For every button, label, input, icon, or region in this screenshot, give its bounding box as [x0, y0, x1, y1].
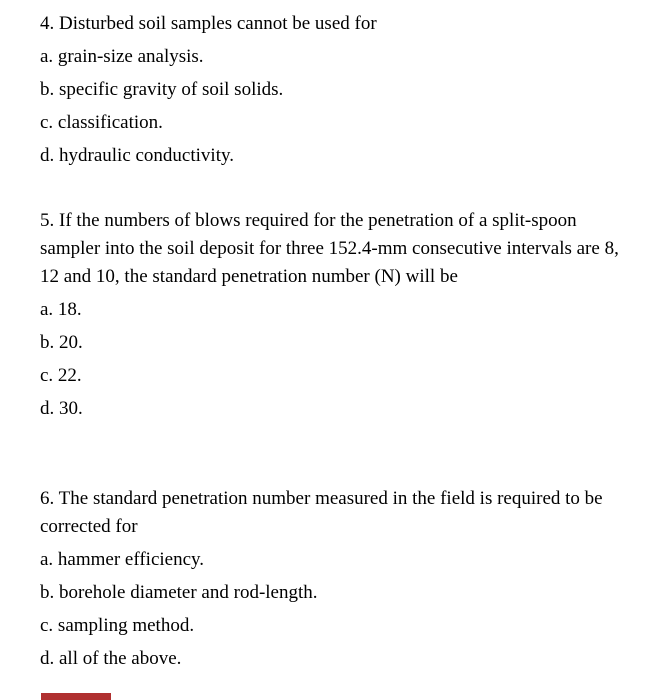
question-5 [40, 207, 639, 423]
question-option: b. borehole diameter and rod-length. [40, 582, 318, 603]
question-option: b. specific gravity of soil solids. [40, 79, 284, 100]
question-option: d. hydraulic conductivity. [40, 145, 234, 166]
question-stem: 6. The standard penetration number measured in the field is required to be corrected for [40, 488, 603, 537]
question-6 [40, 485, 639, 673]
partial-highlight-fragment [41, 693, 111, 700]
question-option: c. 22. [40, 365, 82, 386]
question-option: c. classification. [40, 112, 163, 133]
question-option: a. grain-size analysis. [40, 46, 204, 67]
question-option: b. 20. [40, 332, 83, 353]
question-option: d. 30. [40, 398, 83, 419]
question-option: c. sampling method. [40, 615, 195, 636]
question-option: a. hammer efficiency. [40, 549, 205, 570]
question-option: a. 18. [40, 299, 82, 320]
question-option: d. all of the above. [40, 648, 182, 669]
question-stem: 5. If the numbers of blows required for the penetration of a split-spoon sampler into the soil deposit for three 152.4-mm consecutive intervals are 8, 12 and 10, the standard penetration number (N) will be [40, 210, 619, 287]
question-stem: 4. Disturbed soil samples cannot be used for [40, 13, 377, 34]
question-4 [40, 10, 639, 170]
